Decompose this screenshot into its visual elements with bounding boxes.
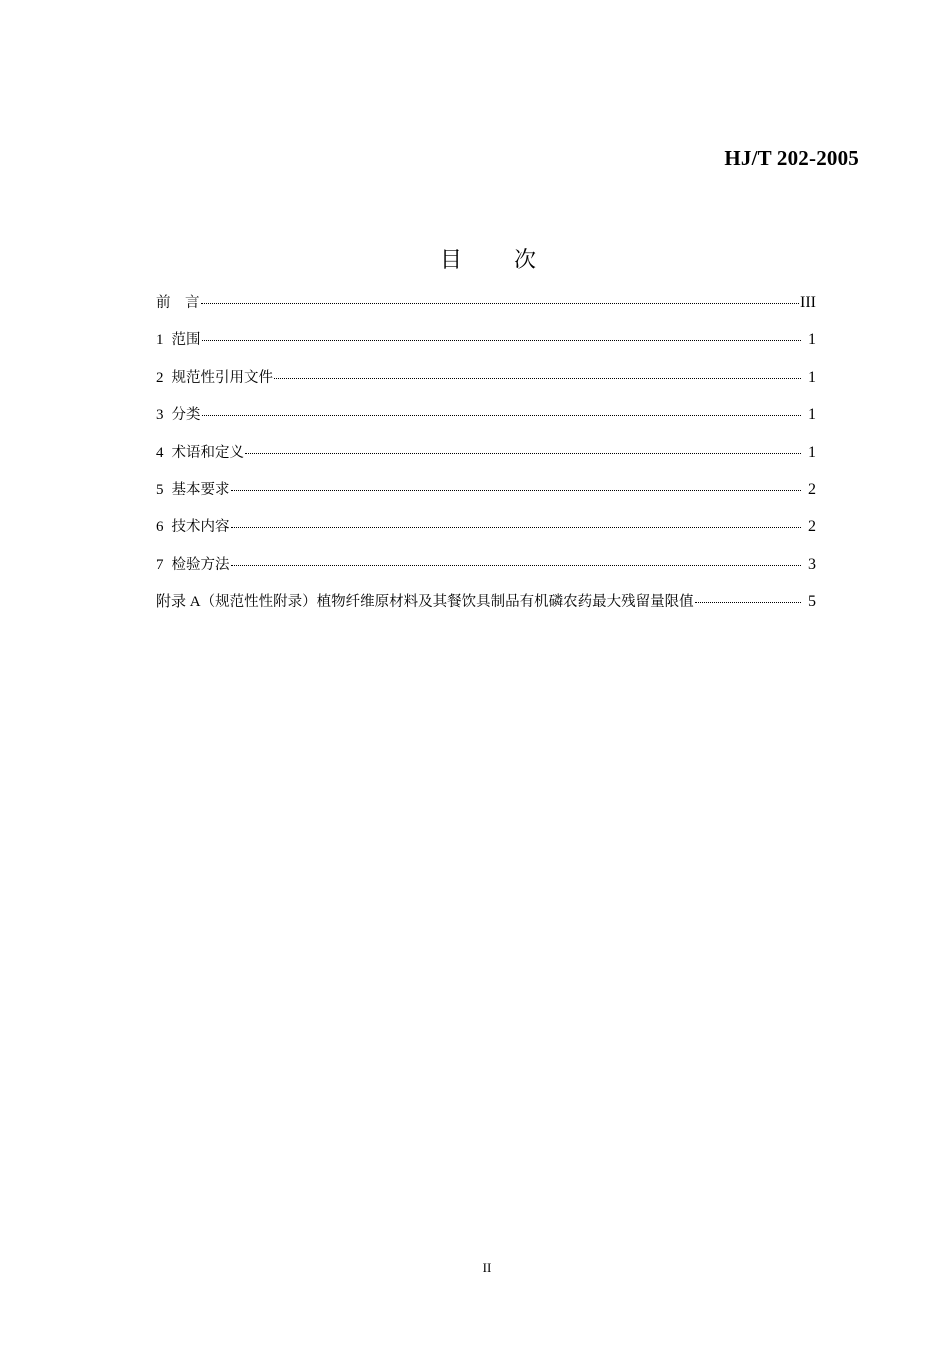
toc-entry-page: III xyxy=(800,294,816,311)
toc-entry-number: 2 xyxy=(156,369,164,386)
toc-leader-dots xyxy=(202,405,802,416)
toc-entry-test-methods[interactable] xyxy=(156,552,816,589)
toc-entry-label xyxy=(156,402,201,428)
toc-leader-dots xyxy=(231,555,802,566)
toc-entry-number: 3 xyxy=(156,407,164,424)
table-of-contents xyxy=(156,290,816,627)
toc-entry-text: （规范性性附录）植物纤维原材料及其餐饮具制品有机磷农药最大残留量限值 xyxy=(200,594,694,611)
toc-entry-page: 5 xyxy=(808,593,816,611)
toc-title-part1: 目 xyxy=(439,248,462,273)
toc-entry-text: 技术内容 xyxy=(171,519,230,536)
toc-title-part2: 次 xyxy=(514,248,537,273)
toc-entry-basic-requirements[interactable] xyxy=(156,477,816,514)
toc-entry-number: 4 xyxy=(156,444,164,461)
toc-leader-dots xyxy=(231,517,802,528)
page-number: II xyxy=(482,1260,492,1275)
toc-entry-number: 6 xyxy=(156,519,164,536)
toc-entry-text: 检验方法 xyxy=(171,556,230,573)
toc-entry-prefix: 附录 A xyxy=(156,594,201,611)
toc-entry-foreword[interactable] xyxy=(156,290,816,327)
toc-entry-label xyxy=(156,327,201,353)
toc-entry-page: 3 xyxy=(808,555,816,573)
toc-entry-label: 前 言 xyxy=(156,295,200,311)
standard-code: HJ/T 202-2005 xyxy=(724,146,859,170)
toc-entry-text: 分类 xyxy=(171,407,201,424)
toc-entry-number: 1 xyxy=(156,332,164,349)
toc-entry-number: 7 xyxy=(156,556,164,573)
toc-entry-terms-definitions[interactable] xyxy=(156,440,816,477)
toc-entry-label xyxy=(156,514,230,540)
toc-entry-appendix-a[interactable] xyxy=(156,589,816,626)
toc-leader-dots xyxy=(274,368,801,379)
toc-entry-page: 1 xyxy=(808,443,816,461)
toc-entry-page: 2 xyxy=(808,518,816,536)
toc-entry-normative-references[interactable] xyxy=(156,365,816,402)
toc-entry-label xyxy=(156,552,230,578)
toc-entry-text: 术语和定义 xyxy=(171,444,244,461)
toc-leader-dots xyxy=(201,293,800,304)
toc-entry-number: 5 xyxy=(156,481,164,498)
toc-entry-page: 2 xyxy=(808,480,816,498)
toc-entry-scope[interactable] xyxy=(156,327,816,364)
toc-leader-dots xyxy=(245,443,801,454)
toc-entry-text: 范围 xyxy=(171,332,201,349)
toc-entry-label xyxy=(156,440,244,466)
toc-entry-technical-content[interactable] xyxy=(156,514,816,551)
toc-leader-dots xyxy=(202,330,802,341)
toc-leader-dots xyxy=(231,480,802,491)
toc-entry-text: 规范性引用文件 xyxy=(171,369,273,386)
toc-entry-label xyxy=(156,589,694,615)
toc-entry-label xyxy=(156,477,230,503)
toc-title xyxy=(0,243,950,274)
toc-entry-classification[interactable] xyxy=(156,402,816,439)
toc-entry-page: 1 xyxy=(808,406,816,424)
toc-entry-label xyxy=(156,365,273,391)
toc-leader-dots xyxy=(695,592,801,603)
toc-entry-text: 基本要求 xyxy=(171,481,230,498)
toc-entry-page: 1 xyxy=(808,368,816,386)
toc-entry-page: 1 xyxy=(808,331,816,349)
